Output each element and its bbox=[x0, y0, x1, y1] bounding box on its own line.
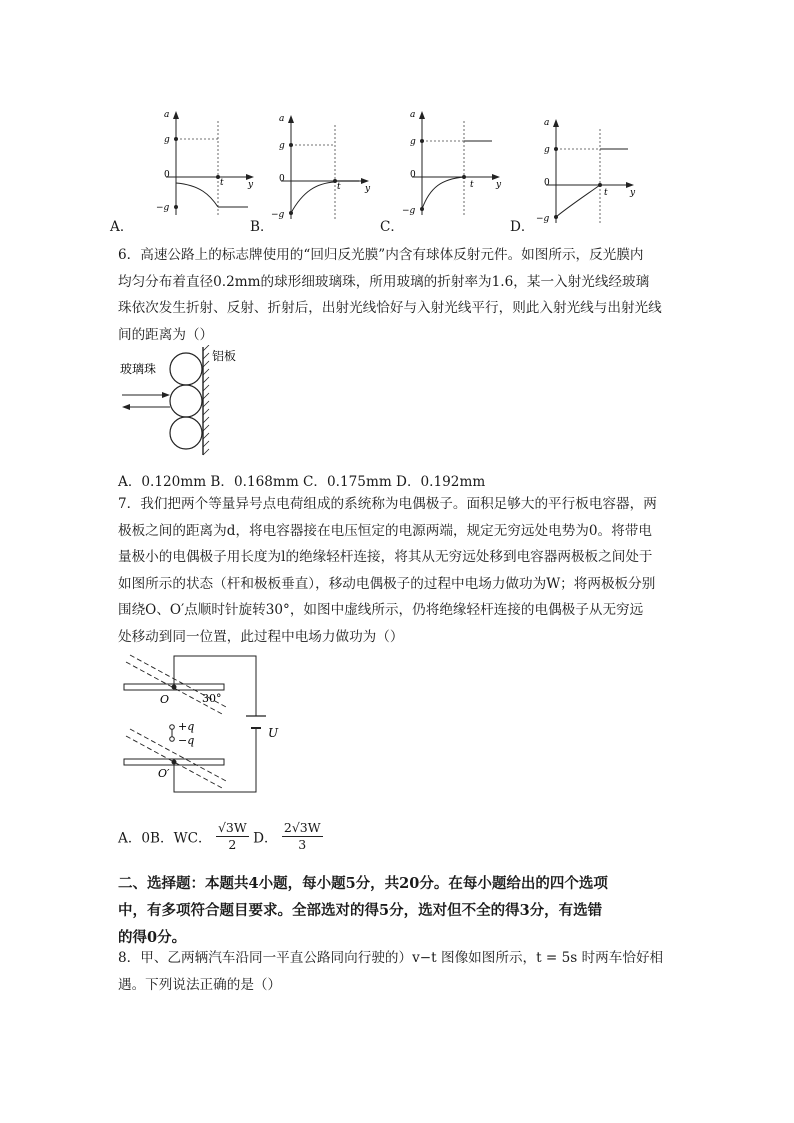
q7-option-c-fraction bbox=[216, 820, 249, 853]
graph-a bbox=[120, 105, 255, 227]
q6-line: 均匀分布着直径0.2mm的球形细玻璃珠，所用玻璃的折射率为1.6，某一入射光线经玻璃 bbox=[118, 273, 650, 290]
fig-label-angle: 30° bbox=[202, 692, 222, 705]
q7-line: 围绕O、O′点顺时针旋转30°，如图中虚线所示，仍将绝缘轻杆连接的电偶极子从无穷远 bbox=[118, 602, 644, 618]
label-g: g bbox=[410, 137, 416, 147]
label-g: g bbox=[164, 135, 170, 145]
label-neg-g: −g bbox=[402, 206, 416, 216]
label-t: t bbox=[470, 180, 474, 190]
q6-options: A．0.120mm B．0.168mm C．0.175mm D．0.192mm bbox=[118, 474, 486, 490]
fig-label-U: U bbox=[268, 726, 279, 740]
q6-line: 间的距离为（） bbox=[118, 326, 214, 343]
q7-line: 处移动到同一位置，此过程中电场力做功为（） bbox=[118, 628, 404, 645]
fig-label-O: O bbox=[160, 693, 170, 706]
fig-label-O-prime: O′ bbox=[158, 767, 170, 780]
graph-b bbox=[255, 109, 390, 231]
q7-option-c-numerator: √3W bbox=[217, 820, 247, 835]
fig-label-glass-bead: 玻璃珠 bbox=[120, 362, 157, 376]
q6-figure-glass-beads bbox=[118, 345, 258, 465]
axis-label-y: y bbox=[365, 184, 371, 194]
axis-label-a: a bbox=[279, 114, 285, 124]
label-t: t bbox=[604, 188, 608, 198]
q7-option-d-denominator: 3 bbox=[298, 837, 307, 852]
q6-line: 珠依次发生折射、反射、折射后，出射光线恰好与入射光线平行，则此入射光线与出射光线 bbox=[118, 300, 662, 316]
label-zero: 0 bbox=[279, 174, 285, 184]
q8-line: 遇。下列说法正确的是（） bbox=[118, 976, 282, 993]
option-b-label: B． bbox=[250, 219, 274, 235]
q7-line: 极板之间的距离为d，将电容器接在电压恒定的电源两端，规定无穷远处电势为0。将带电 bbox=[118, 522, 652, 539]
q6-line: 6．高速公路上的标志牌使用的“回归反光膜”内含有球体反射元件。如图所示，反光膜内 bbox=[118, 247, 644, 263]
question-7 bbox=[118, 491, 678, 650]
axis-label-a: a bbox=[164, 110, 170, 120]
option-d-label: D． bbox=[510, 219, 535, 235]
question-8 bbox=[118, 945, 678, 998]
axis-label-a: a bbox=[410, 110, 416, 120]
axis-label-y: y bbox=[630, 188, 636, 198]
label-t: t bbox=[337, 182, 341, 192]
label-zero: 0 bbox=[544, 178, 550, 188]
fig-label-aluminum-plate: 铝板 bbox=[212, 349, 237, 363]
label-neg-g: −g bbox=[271, 210, 285, 220]
graph-options-row bbox=[110, 105, 670, 235]
label-g: g bbox=[279, 141, 285, 151]
q7-option-ab: A．0B．WC． bbox=[118, 830, 212, 847]
axis-label-y: y bbox=[248, 180, 254, 190]
label-zero: 0 bbox=[410, 170, 416, 180]
label-t: t bbox=[220, 178, 224, 188]
section-2-line: 中，有多项符合题目要求。全部选对的得5分，选对但不全的得3分，有选错 bbox=[118, 902, 603, 919]
section-2-line: 的得0分。 bbox=[118, 929, 187, 946]
axis-label-y: y bbox=[496, 180, 502, 190]
label-g: g bbox=[544, 145, 550, 155]
q7-option-c-denominator: 2 bbox=[228, 837, 237, 852]
q7-option-d-numerator: 2√3W bbox=[283, 820, 321, 835]
section-2-heading bbox=[118, 870, 678, 951]
q7-line: 如图所示的状态（杆和极板垂直），移动电偶极子的过程中电场力做功为W；将两极板分别 bbox=[118, 575, 656, 592]
q7-line: 量极小的电偶极子用长度为l的绝缘轻杆连接，将其从无穷远处移到电容器两极板之间处于 bbox=[118, 549, 653, 565]
q7-line: 7．我们把两个等量异号点电荷组成的系统称为电偶极子。面积足够大的平行板电容器，两 bbox=[118, 496, 657, 512]
option-a-label: A． bbox=[110, 219, 134, 235]
graph-c bbox=[380, 105, 515, 227]
fig-label-minus-q: −q bbox=[178, 734, 195, 747]
q7-option-d-fraction bbox=[282, 820, 323, 853]
q7-figure-capacitor bbox=[118, 650, 288, 800]
q7-option-d: D． bbox=[253, 830, 278, 847]
section-2-line: 二、选择题：本题共4小题，每小题5分，共20分。在每小题给出的四个选项 bbox=[118, 875, 608, 892]
q7-options bbox=[118, 820, 323, 853]
label-neg-g: −g bbox=[536, 214, 550, 224]
label-neg-g: −g bbox=[156, 203, 170, 213]
label-zero: 0 bbox=[164, 170, 170, 180]
question-6 bbox=[118, 242, 678, 348]
q8-line: 8．甲、乙两辆汽车沿同一平直公路同向行驶的）v−t 图像如图所示，t = 5s 时两车恰好相 bbox=[118, 950, 664, 966]
fig-label-plus-q: +q bbox=[178, 720, 195, 733]
option-c-label: C． bbox=[380, 219, 404, 235]
axis-label-a: a bbox=[544, 118, 550, 128]
